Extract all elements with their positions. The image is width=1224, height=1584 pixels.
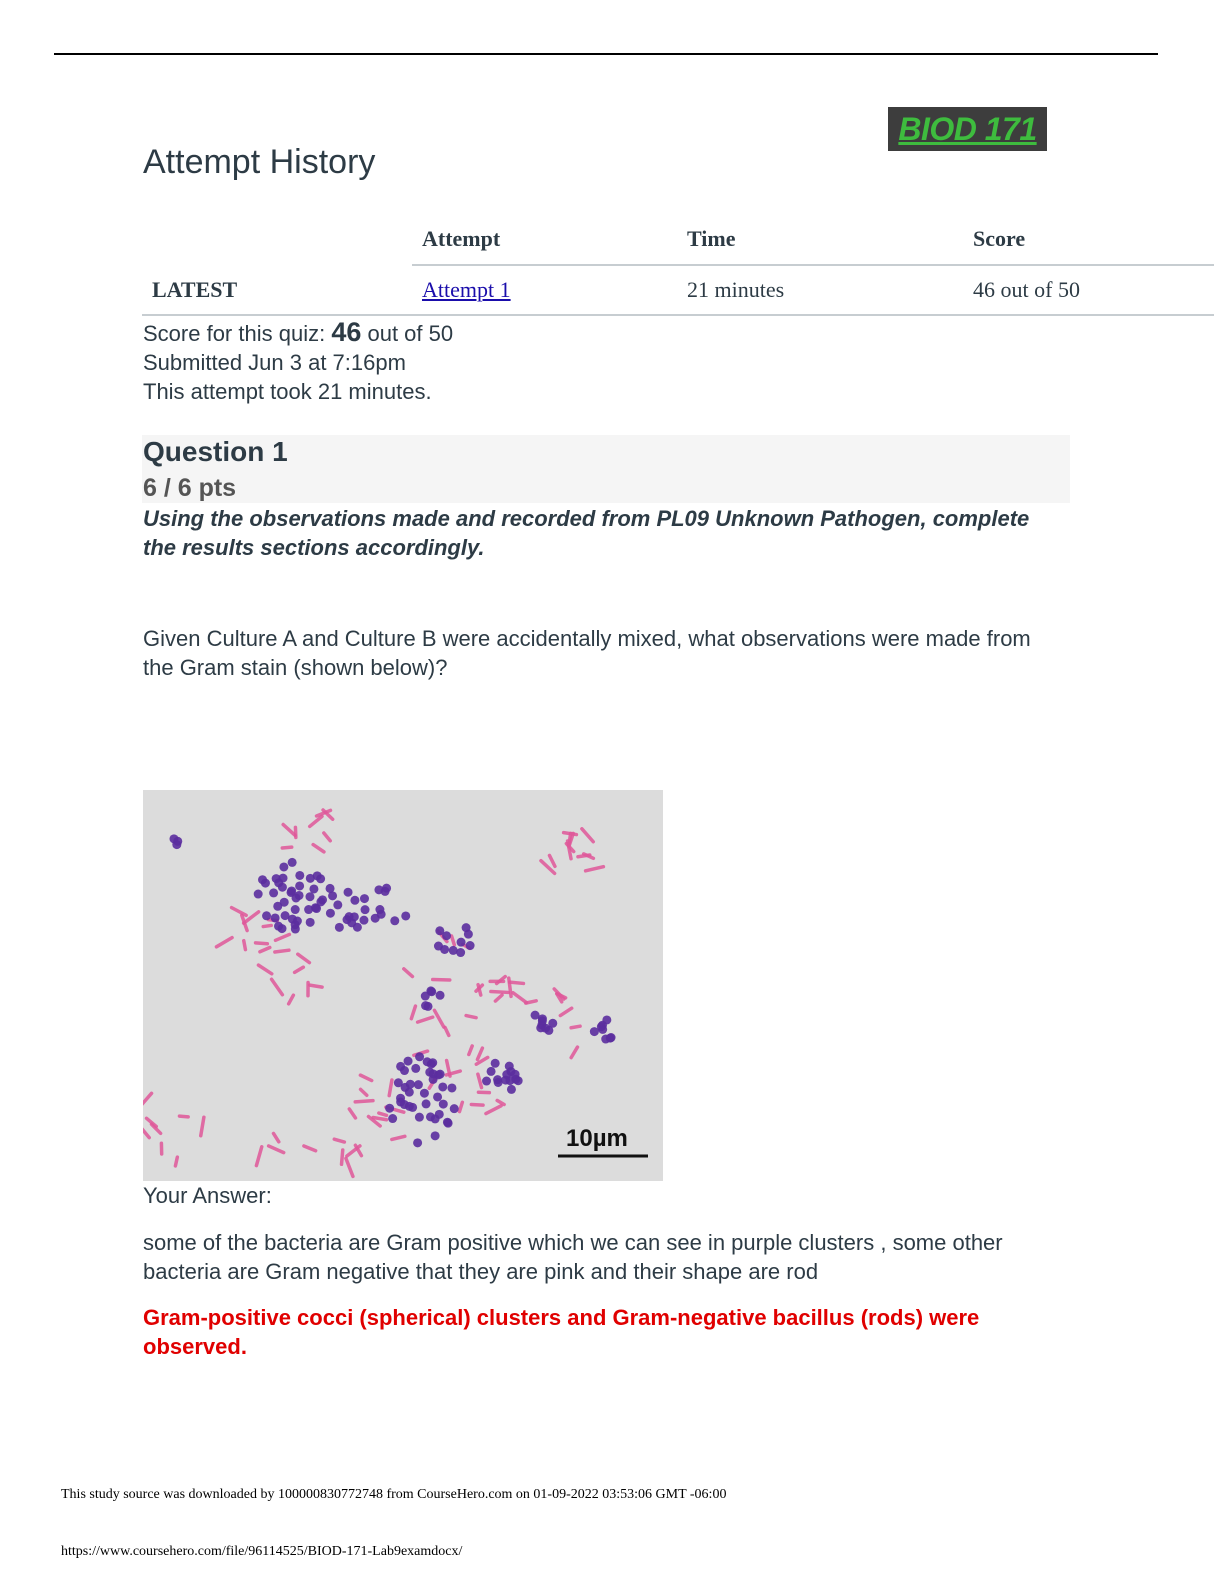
table-header-row <box>142 214 1214 265</box>
rod-cell <box>571 1026 580 1028</box>
question-instruction: Using the observations made and recorded from PL09 Unknown Pathogen, complete the results sections accordingly. <box>143 506 1030 560</box>
coccus-cell <box>291 905 300 914</box>
coccus-cell <box>359 916 368 925</box>
coccus-cell <box>415 1113 424 1122</box>
attempt-cell <box>412 265 677 315</box>
coccus-cell <box>350 896 359 905</box>
course-badge: BIOD 171 <box>888 107 1047 151</box>
top-rule <box>54 53 1158 55</box>
rod-cell <box>263 925 271 926</box>
coccus-cell <box>400 1100 409 1109</box>
question-title: Question 1 <box>143 436 288 467</box>
coccus-cell <box>353 923 362 932</box>
coccus-cell <box>439 1100 448 1109</box>
rod-cell <box>379 1113 387 1115</box>
score-cell: 46 out of 50 <box>963 265 1214 315</box>
coccus-cell <box>435 1110 444 1119</box>
coccus-cell <box>295 891 304 900</box>
table-row <box>142 265 1214 315</box>
coccus-cell <box>335 923 344 932</box>
score-suffix: out of 50 <box>361 321 454 346</box>
coccus-cell <box>400 1066 409 1075</box>
rod-cell <box>466 1016 476 1018</box>
coccus-cell <box>507 1085 516 1094</box>
attempt-history-table <box>142 214 1214 316</box>
coccus-cell <box>262 911 271 920</box>
coccus-cell <box>360 894 369 903</box>
coccus-cell <box>421 1001 430 1010</box>
duration-line: This attempt took 21 minutes. <box>143 379 432 404</box>
coccus-cell <box>435 926 444 935</box>
header-attempt: Attempt <box>412 214 677 265</box>
rod-cell <box>255 943 267 944</box>
coccus-cell <box>494 1078 503 1087</box>
gram-stain-image <box>143 790 663 1181</box>
latest-label: LATEST <box>142 265 412 315</box>
coccus-cell <box>278 883 287 892</box>
coccus-cell <box>487 1067 496 1076</box>
score-prefix: Score for this quiz: <box>143 321 332 346</box>
quiz-summary <box>143 318 453 406</box>
rod-cell <box>342 1150 343 1164</box>
rod-cell <box>355 1101 373 1102</box>
coccus-cell <box>434 942 443 951</box>
rod-cell <box>373 1118 386 1120</box>
coccus-cell <box>388 1114 397 1123</box>
coccus-cell <box>507 1067 516 1076</box>
coccus-cell <box>401 911 410 920</box>
coccus-cell <box>279 862 288 871</box>
coccus-cell <box>309 884 318 893</box>
coccus-cell <box>326 909 335 918</box>
coccus-cell <box>274 922 283 931</box>
coccus-cell <box>305 892 314 901</box>
coccus-cell <box>438 1082 447 1091</box>
quiz-score-line <box>143 318 453 348</box>
coccus-cell <box>444 1119 453 1128</box>
coccus-cell <box>288 915 297 924</box>
score-value: 46 <box>331 317 362 347</box>
time-cell: 21 minutes <box>677 265 963 315</box>
your-answer-text: some of the bacteria are Gram positive which we can see in purple clusters , some other bacteria are Gram negative that they are pink and their shape are rod <box>143 1230 1003 1284</box>
question-points: 6 / 6 pts <box>143 474 237 502</box>
coccus-cell <box>333 900 342 909</box>
rod-cell <box>244 941 246 950</box>
coccus-cell <box>385 1104 394 1113</box>
coccus-cell <box>344 888 353 897</box>
coccus-cell <box>306 918 315 927</box>
coccus-cell <box>390 916 399 925</box>
scale-label: 10µm <box>566 1125 628 1152</box>
coccus-cell <box>271 913 280 922</box>
coccus-cell <box>304 905 313 914</box>
coccus-cell <box>258 875 267 884</box>
coccus-cell <box>429 1069 438 1078</box>
coccus-cell <box>491 1059 500 1068</box>
coccus-cell <box>456 948 465 957</box>
coccus-cell <box>466 941 475 950</box>
rod-cell <box>282 847 291 848</box>
coccus-cell <box>313 871 322 880</box>
submitted-line: Submitted Jun 3 at 7:16pm <box>143 350 406 375</box>
coccus-cell <box>295 871 304 880</box>
coccus-cell <box>464 930 473 939</box>
coccus-cell <box>411 1064 420 1073</box>
coccus-cell <box>254 890 263 899</box>
coccus-cell <box>406 1080 415 1089</box>
coccus-cell <box>279 874 288 883</box>
header-time: Time <box>677 214 963 265</box>
header-score: Score <box>963 214 1214 265</box>
coccus-cell <box>326 884 335 893</box>
coccus-cell <box>414 1080 423 1089</box>
coccus-cell <box>361 905 370 914</box>
coccus-cell <box>269 888 278 897</box>
rod-cell <box>564 833 577 835</box>
rod-cell <box>471 1104 483 1105</box>
coccus-cell <box>531 1011 540 1020</box>
coccus-cell <box>601 1035 610 1044</box>
rod-cell <box>510 982 524 983</box>
coccus-cell <box>457 938 466 947</box>
correct-answer-text: Gram-positive cocci (spherical) clusters and Gram-negative bacillus (rods) were observed. <box>143 1305 980 1359</box>
coccus-cell <box>423 1057 432 1066</box>
your-answer-label: Your Answer: <box>143 1183 272 1208</box>
coccus-cell <box>350 912 359 921</box>
header-blank <box>142 214 412 265</box>
coccus-cell <box>404 1057 413 1066</box>
coccus-cell <box>413 1138 422 1147</box>
coccus-cell <box>447 1083 456 1092</box>
coccus-cell <box>450 1104 459 1113</box>
coccus-cell <box>436 991 445 1000</box>
rod-cell <box>310 985 322 987</box>
rod-cell <box>179 1116 188 1117</box>
footer-source: This study source was downloaded by 100000830772748 from CourseHero.com on 01-09-2022 03:53:06 GMT -06:00 <box>61 1487 727 1502</box>
coccus-cell <box>431 1131 440 1140</box>
rod-cell <box>175 1157 177 1166</box>
coccus-cell <box>287 886 296 895</box>
coccus-cell <box>420 1089 429 1098</box>
footer-url: https://www.coursehero.com/file/96114525/BIOD-171-Lab9examdocx/ <box>61 1544 463 1559</box>
question-text: Given Culture A and Culture B were accidentally mixed, what observations were made from the Gram stain (shown below)? <box>143 626 1031 680</box>
coccus-cell <box>598 1025 607 1034</box>
coccus-cell <box>422 1099 431 1108</box>
rod-cell <box>275 950 289 952</box>
coccus-cell <box>415 1052 424 1061</box>
coccus-cell <box>427 987 436 996</box>
coccus-cell <box>173 837 182 846</box>
coccus-cell <box>316 897 325 906</box>
rod-cell <box>526 1001 536 1003</box>
attempt-1-link[interactable]: Attempt 1 <box>422 277 511 302</box>
coccus-cell <box>538 1016 547 1025</box>
page-title: Attempt History <box>143 143 376 181</box>
coccus-cell <box>381 887 390 896</box>
rod-cell <box>578 855 590 857</box>
coccus-cell <box>482 1077 491 1086</box>
coccus-cell <box>377 910 386 919</box>
coccus-cell <box>273 902 282 911</box>
coccus-cell <box>405 1088 414 1097</box>
coccus-cell <box>295 881 304 890</box>
rod-cell <box>491 992 508 993</box>
coccus-cell <box>288 858 297 867</box>
coccus-cell <box>433 1092 442 1101</box>
